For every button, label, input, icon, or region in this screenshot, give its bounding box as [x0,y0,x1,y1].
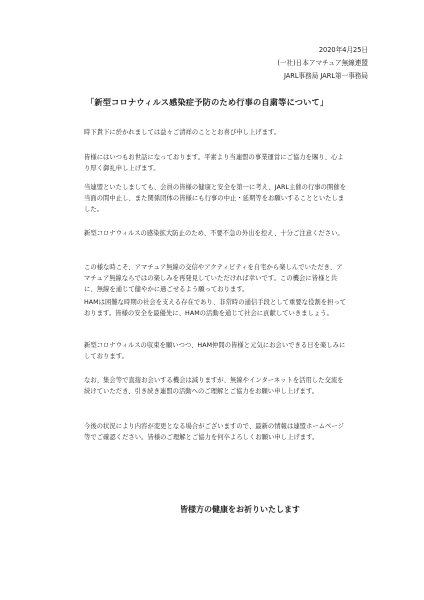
body-paragraph: なお、集会等で直接お会いする機会は減りますが、無線やインターネットを活用した交流を続けていただき、引き続き連盟の活動へのご理解とご協力をお願い申し上げます。 [84,377,344,395]
date-line: 2020年4月25日 [318,46,368,54]
body-paragraph: HAMは困難な時期の社会を支える存在であり、非常時の通信手段として重要な役割を担っております。皆様の安全を最優先に、HAMの活動を通じて社会に貢献していきましょう。 [84,299,347,317]
document-title: 「新型コロナウィルス感染症予防のため行事の自粛等について」 [86,97,329,107]
body-paragraph: 時下貴下に於かれましては益々ご清祥のこととお喜び申し上げます。 [84,129,281,136]
organization-name: (一社)日本アマチュア無線連盟 [277,59,368,67]
body-paragraph: 皆様にはいつもお世話になっております。平素より当連盟の事業運営にご協力を賜り、心より厚く御礼申し上げます。 [84,154,344,172]
body-paragraph: 新型コロナウィルスの感染拡大防止のため、不要不急の外出を控え、十分ご注意ください。 [84,230,344,237]
body-paragraph: この様な時こそ、アマチュア無線の交信やアクティビティを自宅から楽しんでいただき、アマチュア無線ならではの楽しみを再発見していただければ幸いです。この機会に皆様と共に、無線を通じて健やかに過ごせるよう願っております。 [84,264,343,293]
body-paragraph: 新型コロナウィルスの収束を願いつつ、HAM仲間の皆様と元気にお会いできる日を楽しみにしております。 [84,342,346,360]
body-paragraph: 当連盟といたしましても、会員の皆様の健康と安全を第一に考え、JARL主催の行事の開催を当面の間中止し、また関係団体の皆様にも行事の中止・延期等をお願いすることといたしました。 [84,184,347,213]
office-name: JARL事務局 JARL第一事務局 [283,72,368,80]
closing-line: 皆様方の健康をお祈りいたします [180,505,300,514]
body-paragraph: 今後の状況により内容が変更となる場合がございますので、最新の情報は連盟ホームページ等でご確認ください。皆様のご理解とご協力を何卒よろしくお願い申し上げます。 [84,423,344,441]
